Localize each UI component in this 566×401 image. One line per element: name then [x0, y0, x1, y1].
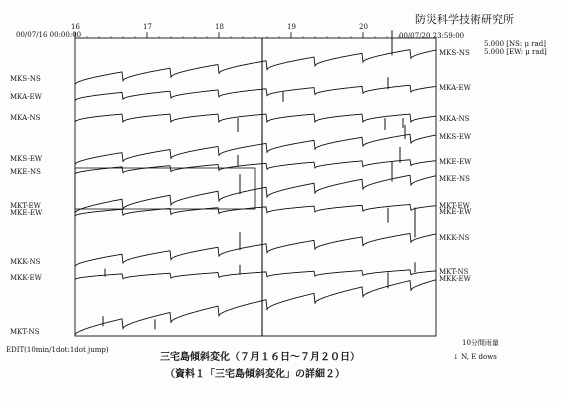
right-station-label: MKK-NS: [439, 234, 470, 242]
day-label: 16: [71, 23, 80, 31]
direction-note: ↓ N, E dows: [453, 353, 497, 361]
right-station-label: MKA-EW: [439, 84, 471, 92]
day-label: 20: [359, 23, 368, 31]
plot-frame: [75, 38, 436, 336]
right-station-label: MKS-NS: [439, 49, 470, 57]
tilt-trace: [75, 280, 436, 335]
tilt-trace: [75, 270, 436, 280]
edit-note: EDIT(10min/1dot:1dot jump): [6, 346, 109, 354]
tilt-trace: [75, 160, 436, 174]
tilt-trace: [75, 134, 436, 164]
start-time: 00/07/16 00:00:00: [16, 31, 82, 39]
rain-label: 10分間雨量: [462, 339, 499, 347]
scale-ns: 5.000 [NS: μ rad]: [484, 40, 547, 48]
day-label: 17: [143, 23, 152, 31]
left-station-label: MKA-EW: [10, 93, 42, 101]
left-station-label: MKK-EW: [10, 274, 42, 282]
day-label: 18: [215, 23, 224, 31]
tilt-trace: [75, 85, 436, 100]
left-station-label: MKA-NS: [10, 114, 41, 122]
tilt-trace: [75, 205, 436, 217]
right-station-label: MKE-EW: [439, 208, 472, 216]
left-station-label: MKE-NS: [10, 168, 41, 176]
left-station-label: MKT-NS: [10, 328, 40, 336]
left-station-label: MKS-EW: [10, 155, 43, 163]
tilt-trace: [75, 234, 436, 267]
left-station-label: MKK-NS: [10, 258, 41, 266]
right-station-label: MKE-NS: [439, 175, 470, 183]
scale-ew: 5.000 [EW: μ rad]: [484, 48, 547, 56]
day-label: 19: [287, 23, 296, 31]
end-time: 00/07/20 23:59:00: [399, 32, 465, 40]
right-station-label: MKS-EW: [439, 133, 472, 141]
right-station-label: MKT-EW: [439, 202, 470, 210]
right-station-label: MKE-EW: [439, 158, 472, 166]
tilt-traces: [75, 30, 436, 335]
tilt-trace: [75, 50, 436, 85]
frame-rect: [75, 38, 436, 336]
chart-title: 三宅島傾斜変化（７月１６日～７月２０日）: [160, 352, 360, 363]
left-station-label: MKE-EW: [10, 209, 43, 217]
right-station-label: MKK-EW: [439, 275, 471, 283]
right-station-label: MKT-NS: [439, 268, 469, 276]
day-labels: [71, 23, 368, 31]
day-ticks: [75, 32, 435, 38]
left-station-label: MKT-EW: [10, 202, 41, 210]
left-station-label: MKS-NS: [10, 75, 41, 83]
tilt-trace: [75, 114, 436, 122]
right-station-label: MKA-NS: [439, 115, 470, 123]
organization-name: 防災科学技術研究所: [415, 13, 514, 26]
right-station-labels: [439, 49, 472, 283]
chart-subtitle: （資料１「三宅島傾斜変化」の詳細２）: [165, 369, 345, 380]
left-station-labels: [10, 75, 43, 336]
